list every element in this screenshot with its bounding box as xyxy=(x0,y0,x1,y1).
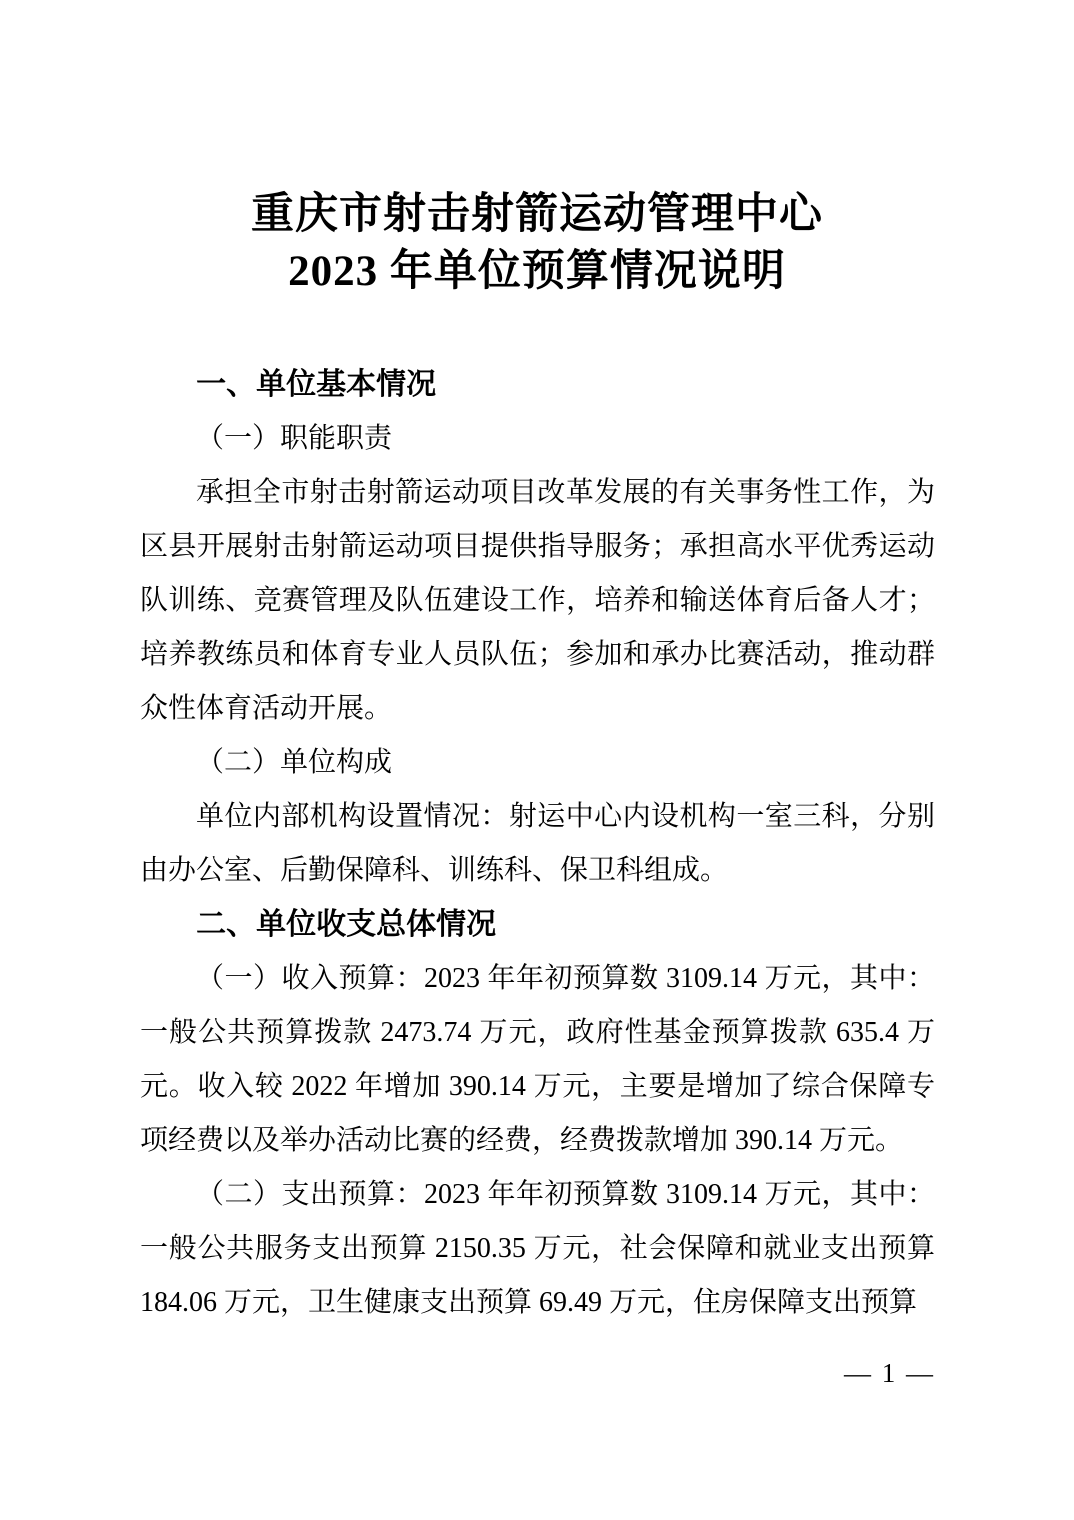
document-title xyxy=(0,186,1074,300)
duties-paragraph: 承担全市射击射箭运动项目改革发展的有关事务性工作，为区县开展射击射箭运动项目提供指导服务；承担高水平优秀运动队训练、竞赛管理及队伍建设工作，培养和输送体育后备人才；培养教练员和体育专业人员队伍；参加和承办比赛活动，推动群众性体育活动开展。 xyxy=(140,477,935,724)
page-number: — 1 — xyxy=(844,1358,935,1388)
section-1-1-heading: （一）职能职责 xyxy=(196,423,393,454)
title-line-1: 重庆市射击射箭运动管理中心 xyxy=(251,191,823,238)
section-1-2-heading: （二）单位构成 xyxy=(196,747,393,778)
section-1-heading: 一、单位基本情况 xyxy=(196,368,437,401)
income-budget-paragraph: （一）收入预算：2023 年年初预算数 3109.14 万元，其中：一般公共预算拨款 2473.74 万元，政府性基金预算拨款 635.4 万元。收入较 2022 年增加 390.14 万元，主要是增加了综合保障专项经费以及举办活动比赛的经费，经费拨款增加 390.14 万元。 xyxy=(140,963,935,1156)
composition-paragraph: 单位内部机构设置情况：射运中心内设机构一室三科，分别由办公室、后勤保障科、训练科、保卫科组成。 xyxy=(140,801,935,886)
section-2-heading: 二、单位收支总体情况 xyxy=(196,908,497,941)
expenditure-budget-paragraph: （二）支出预算：2023 年年初预算数 3109.14 万元，其中：一般公共服务支出预算 2150.35 万元，社会保障和就业支出预算 184.06 万元，卫生健康支出预算 69.49 万元，住房保障支出预算 xyxy=(140,1179,935,1318)
title-line-2: 2023 年单位预算情况说明 xyxy=(288,248,786,295)
document-body xyxy=(140,358,935,1330)
